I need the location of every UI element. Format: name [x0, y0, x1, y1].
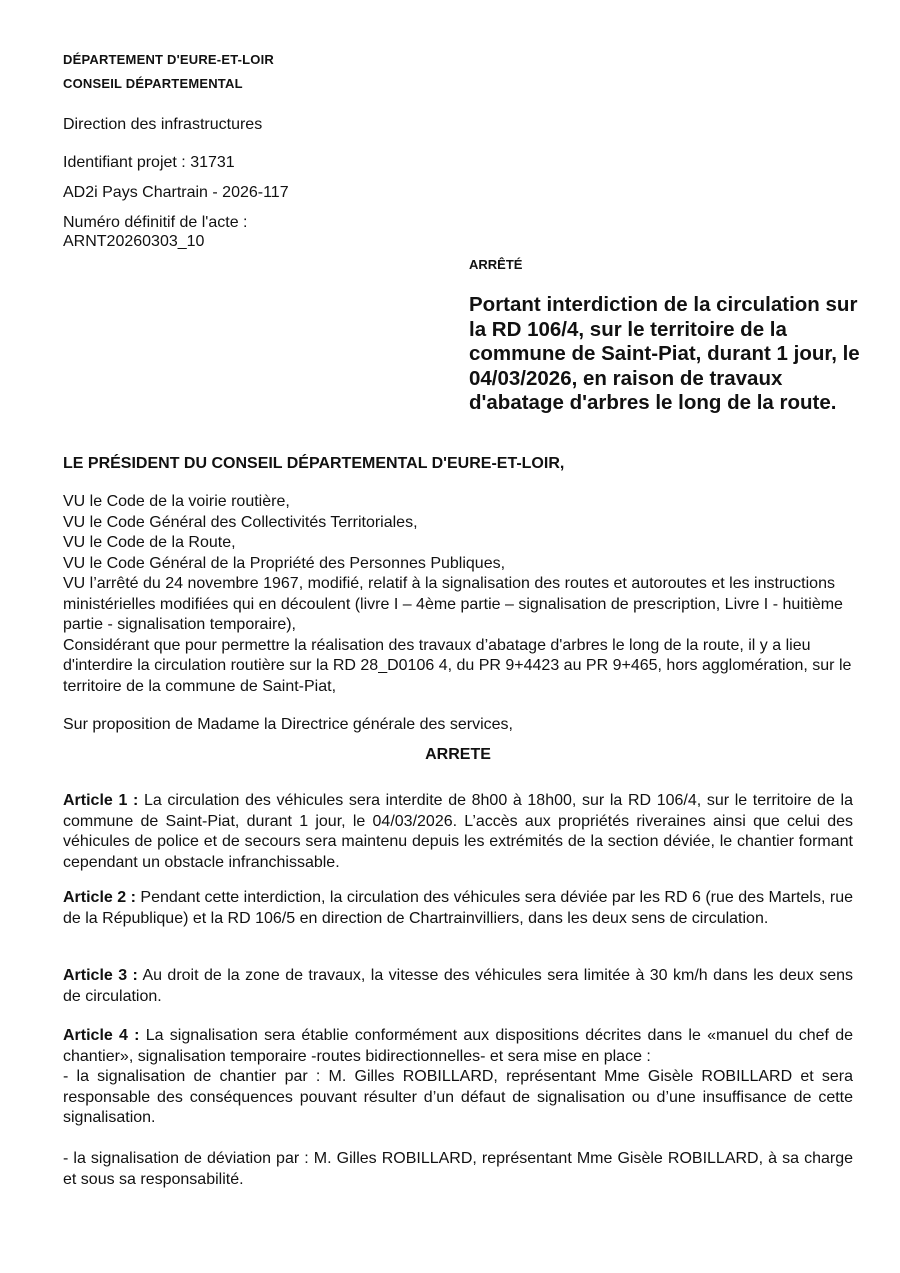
consideration-item: VU le Code de la Route,: [63, 534, 236, 551]
direction: Direction des infrastructures: [63, 116, 263, 133]
article-3: [63, 966, 853, 1007]
act-number-label: Numéro définitif de l'acte :: [63, 214, 248, 231]
decree-title: Portant interdiction de la circulation sur la RD 106/4, sur le territoire de la commune de Saint-Piat, durant 1 jour, le 04/03/2026, en raison de travaux d'abatage d'arbres le long de la route.: [469, 293, 860, 414]
article-list-item: - la signalisation de déviation par : M. Gilles ROBILLARD, représentant Mme Gisèle ROBILLARD, à sa charge et sous sa responsabilité.: [63, 1150, 853, 1188]
article-label: Article 3 :: [63, 967, 138, 984]
department-name: DÉPARTEMENT D'EURE-ET-LOIR: [63, 52, 274, 67]
article-label: Article 4 :: [63, 1027, 140, 1044]
project-id: Identifiant projet : 31731: [63, 154, 235, 171]
article-1: [63, 791, 853, 873]
consideration-item: Considérant que pour permettre la réalisation des travaux d’abatage d'arbres le long de la route, il y a lieu d'interdire la circulation routière sur la RD 28_D0106 4, du PR 9+4423 au PR 9+465, hors agglomération, sur le territoire de la commune de Saint-Piat,: [63, 636, 852, 695]
council-name: CONSEIL DÉPARTEMENTAL: [63, 76, 243, 91]
article-label: Article 2 :: [63, 889, 136, 906]
considerations: [63, 492, 863, 697]
article-list-item: - la signalisation de chantier par : M. Gilles ROBILLARD, représentant Mme Gisèle ROBILLARD et sera responsable des conséquences pouvant résulter d’un défaut de signalisation ou d’une insuffisance de cette signalisation.: [63, 1068, 853, 1126]
decree-label: ARRÊTÉ: [469, 257, 523, 272]
article-text: La circulation des véhicules sera interdite de 8h00 à 18h00, sur la RD 106/4, sur le territoire de la commune de Saint-Piat, durant 1 jour, le 04/03/2026. L’accès aux propriétés riveraines ainsi que celui des véhicules de police et de secours sera maintenu depuis les extrémités de la section déviée, le chantier formant cependant un obstacle infranchissable.: [63, 792, 854, 871]
article-label: Article 1 :: [63, 792, 139, 809]
consideration-item: VU le Code de la voirie routière,: [63, 493, 290, 510]
article-text: Pendant cette interdiction, la circulation des véhicules sera déviée par les RD 6 (rue des Martels, rue de la République) et la RD 106/5 en direction de Chartrainvilliers, dans les deux sens de circulation.: [63, 889, 854, 927]
reference: AD2i Pays Chartrain - 2026-117: [63, 184, 289, 201]
consideration-item: VU le Code Général de la Propriété des Personnes Publiques,: [63, 554, 506, 572]
act-number: ARNT20260303_10: [63, 233, 205, 250]
consideration-item: VU l’arrêté du 24 novembre 1967, modifié, relatif à la signalisation des routes et autoroutes et les instructions ministérielles modifiées qui en découlent (livre I – 4ème partie – signalisation de prescription, Livre I - huitième partie - signalisation temporaire),: [63, 575, 843, 633]
consideration-item: VU le Code Général des Collectivités Territoriales,: [63, 513, 418, 531]
proposition: Sur proposition de Madame la Directrice générale des services,: [63, 716, 513, 733]
arrete-heading: ARRETE: [425, 746, 491, 763]
article-text: La signalisation sera établie conformément aux dispositions décrites dans le «manuel du chef de chantier», signalisation temporaire -routes bidirectionnelles- et sera mise en place :: [63, 1027, 853, 1065]
article-2: [63, 888, 853, 929]
article-text: Au droit de la zone de travaux, la vitesse des véhicules sera limitée à 30 km/h dans les deux sens de circulation.: [63, 967, 854, 1005]
president-heading: LE PRÉSIDENT DU CONSEIL DÉPARTEMENTAL D'EURE-ET-LOIR,: [63, 455, 565, 472]
article-4: [63, 1026, 853, 1190]
